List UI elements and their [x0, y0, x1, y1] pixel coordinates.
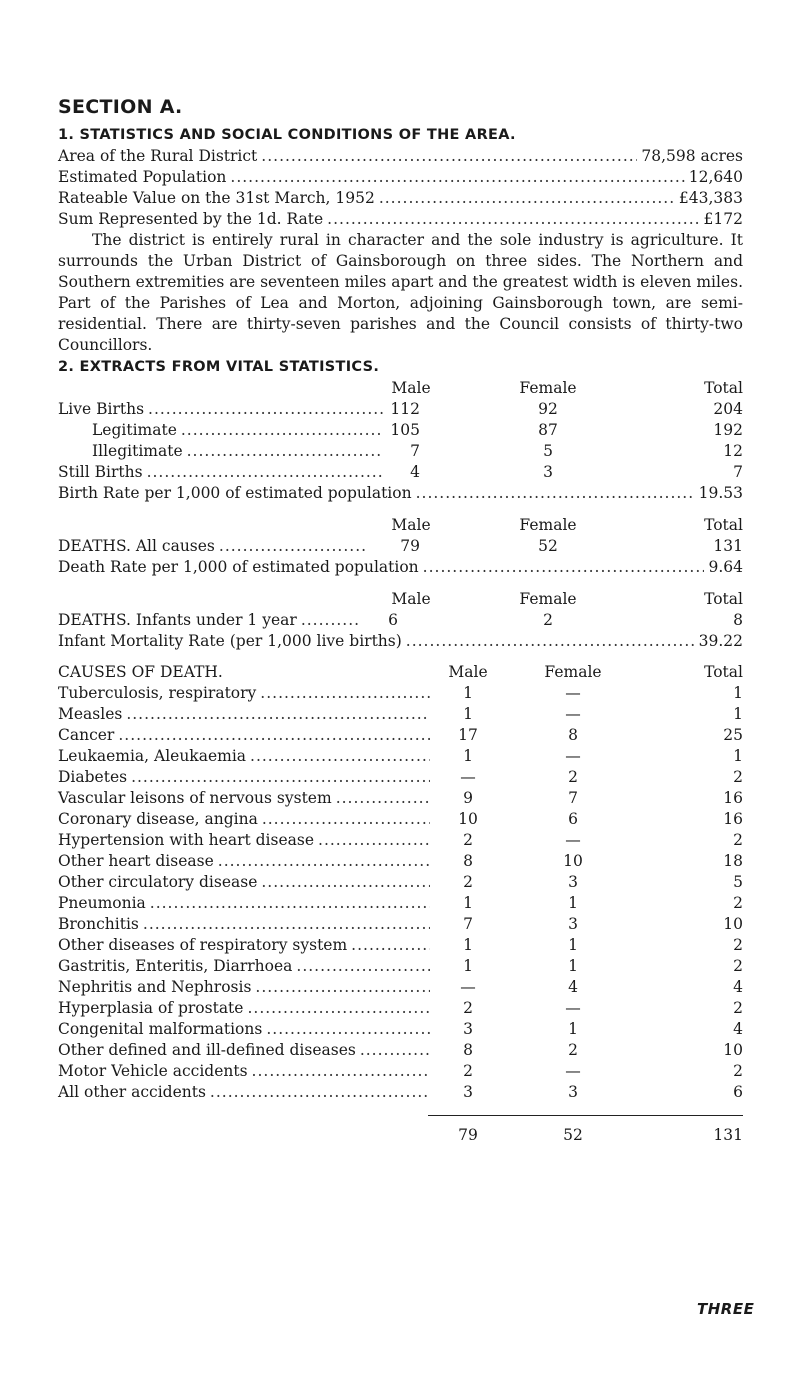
births-female: 92 [538, 400, 558, 418]
cause-total: 2 [733, 894, 743, 912]
fact-label: Area of the Rural District [58, 147, 258, 165]
cause-total: 16 [723, 810, 743, 828]
infant-rate-row [58, 631, 743, 652]
cause-total: 18 [723, 852, 743, 870]
cause-female: 7 [568, 789, 578, 807]
cause-female: — [565, 999, 581, 1017]
deaths-female: 52 [538, 537, 558, 555]
infant-deaths-label: DEATHS. Infants under 1 year [58, 611, 297, 629]
cause-male: 1 [463, 957, 473, 975]
cause-label: Diabetes [58, 768, 128, 786]
col-female-header: Female [519, 590, 577, 608]
cause-label: Cancer [58, 726, 115, 744]
fact-label: Estimated Population [58, 168, 227, 186]
fact-row [58, 188, 743, 209]
causes-col-male: Male [448, 663, 488, 681]
col-female-header: Female [519, 379, 577, 397]
infant-deaths-row [58, 610, 743, 631]
cause-label: Nephritis and Nephrosis [58, 978, 252, 996]
cause-male: 2 [463, 831, 473, 849]
births-row [58, 420, 743, 441]
infant-deaths-total: 8 [733, 611, 743, 629]
fact-row [58, 167, 743, 188]
cause-female: 6 [568, 810, 578, 828]
infant-rate-label: Infant Mortality Rate (per 1,000 live births) [58, 632, 402, 650]
cause-total: 1 [733, 684, 743, 702]
death-rate-value: 9.64 [708, 558, 743, 576]
cause-male: 10 [458, 810, 478, 828]
fact-value: 12,640 [688, 168, 743, 186]
col-total-header: Total [704, 379, 743, 397]
births-female: 3 [543, 463, 553, 481]
cause-total: 2 [733, 936, 743, 954]
cause-male: 2 [463, 873, 473, 891]
cause-row [58, 998, 743, 1019]
col-total-header: Total [704, 516, 743, 534]
cause-female: — [565, 684, 581, 702]
births-label: Still Births [58, 463, 143, 481]
cause-row [58, 767, 743, 788]
cause-row [58, 1082, 743, 1103]
causes-table [58, 683, 743, 1103]
totals-total: 131 [713, 1126, 743, 1144]
cause-total: 10 [723, 915, 743, 933]
births-total: 204 [713, 400, 743, 418]
cause-female: 4 [568, 978, 578, 996]
causes-heading: CAUSES OF DEATH. [58, 663, 223, 681]
cause-male: 9 [463, 789, 473, 807]
col-male-header: Male [391, 516, 431, 534]
cause-total: 4 [733, 978, 743, 996]
cause-label: Tuberculosis, respiratory [58, 684, 257, 702]
cause-label: All other accidents [58, 1083, 206, 1101]
cause-label: Coronary disease, angina [58, 810, 258, 828]
col-female-header: Female [519, 516, 577, 534]
totals-female: 52 [563, 1126, 583, 1144]
cause-label: Other defined and ill-defined diseases [58, 1041, 356, 1059]
cause-female: 1 [568, 894, 578, 912]
cause-row [58, 725, 743, 746]
births-table [58, 399, 743, 483]
cause-male: 1 [463, 936, 473, 954]
cause-total: 16 [723, 789, 743, 807]
births-header-row [58, 378, 743, 399]
cause-total: 4 [733, 1020, 743, 1038]
cause-male: 2 [463, 999, 473, 1017]
births-male: 112 [390, 400, 420, 418]
cause-total: 2 [733, 957, 743, 975]
infant-rate-value: 39.22 [698, 632, 743, 650]
cause-male: — [460, 768, 476, 786]
cause-total: 6 [733, 1083, 743, 1101]
cause-female: 2 [568, 768, 578, 786]
infant-header-row [58, 589, 743, 610]
cause-row [58, 893, 743, 914]
cause-label: Pneumonia [58, 894, 146, 912]
cause-row [58, 683, 743, 704]
cause-label: Measles [58, 705, 123, 723]
cause-row [58, 914, 743, 935]
cause-male: 8 [463, 1041, 473, 1059]
cause-total: 2 [733, 831, 743, 849]
cause-row [58, 830, 743, 851]
cause-row [58, 704, 743, 725]
cause-male: 2 [463, 1062, 473, 1080]
cause-total: 1 [733, 747, 743, 765]
deaths-all-causes-row [58, 536, 743, 557]
causes-header-row [58, 662, 743, 683]
cause-female: — [565, 831, 581, 849]
cause-total: 2 [733, 999, 743, 1017]
cause-label: Hypertension with heart disease [58, 831, 315, 849]
totals-rule [428, 1115, 743, 1116]
cause-total: 2 [733, 768, 743, 786]
cause-total: 25 [723, 726, 743, 744]
causes-totals-row [58, 1115, 743, 1144]
cause-female: 1 [568, 1020, 578, 1038]
statistics-heading: 1. STATISTICS AND SOCIAL CONDITIONS OF THE AREA. [58, 127, 516, 143]
cause-male: 3 [463, 1083, 473, 1101]
cause-label: Other circulatory disease [58, 873, 258, 891]
fact-label: Rateable Value on the 31st March, 1952 [58, 189, 375, 207]
cause-female: — [565, 1062, 581, 1080]
cause-female: 10 [563, 852, 583, 870]
cause-female: 8 [568, 726, 578, 744]
births-total: 192 [713, 421, 743, 439]
births-female: 5 [543, 442, 553, 460]
cause-male: 3 [463, 1020, 473, 1038]
cause-label: Gastritis, Enteritis, Diarrhoea [58, 957, 293, 975]
district-description [58, 230, 743, 356]
fact-value: £43,383 [678, 189, 743, 207]
births-male: 4 [410, 463, 420, 481]
cause-row [58, 746, 743, 767]
cause-label: Vascular leisons of nervous system [58, 789, 332, 807]
infant-deaths-female: 2 [543, 611, 553, 629]
births-label: Illegitimate [92, 442, 183, 460]
births-male: 7 [410, 442, 420, 460]
cause-row [58, 956, 743, 977]
cause-male: 1 [463, 705, 473, 723]
birth-rate-value: 19.53 [698, 484, 743, 502]
cause-female: 3 [568, 873, 578, 891]
cause-total: 5 [733, 873, 743, 891]
cause-row [58, 809, 743, 830]
cause-label: Bronchitis [58, 915, 139, 933]
cause-row [58, 1061, 743, 1082]
document-page [58, 96, 743, 1144]
cause-male: 17 [458, 726, 478, 744]
page-number: THREE [697, 1300, 755, 1318]
death-rate-row [58, 557, 743, 578]
birth-rate-label: Birth Rate per 1,000 of estimated population [58, 484, 412, 502]
fact-row [58, 209, 743, 230]
cause-female: 2 [568, 1041, 578, 1059]
vital-statistics-heading: 2. EXTRACTS FROM VITAL STATISTICS. [58, 359, 380, 375]
col-male-header: Male [391, 590, 431, 608]
area-facts [58, 146, 743, 230]
cause-row [58, 977, 743, 998]
births-male: 105 [390, 421, 420, 439]
cause-total: 2 [733, 1062, 743, 1080]
cause-male: 1 [463, 747, 473, 765]
cause-row [58, 788, 743, 809]
deaths-header-row [58, 515, 743, 536]
births-total: 12 [723, 442, 743, 460]
causes-col-total: Total [704, 663, 743, 681]
cause-label: Congenital malformations [58, 1020, 263, 1038]
cause-row [58, 851, 743, 872]
totals-male: 79 [458, 1126, 478, 1144]
cause-male: — [460, 978, 476, 996]
fact-value: £172 [703, 210, 743, 228]
cause-label: Motor Vehicle accidents [58, 1062, 248, 1080]
cause-male: 8 [463, 852, 473, 870]
cause-female: 1 [568, 936, 578, 954]
births-label: Legitimate [92, 421, 177, 439]
cause-female: 1 [568, 957, 578, 975]
cause-row [58, 935, 743, 956]
cause-female: — [565, 747, 581, 765]
fact-row [58, 146, 743, 167]
infant-deaths-male: 6 [388, 611, 398, 629]
births-label: Live Births [58, 400, 145, 418]
fact-label: Sum Represented by the 1d. Rate [58, 210, 324, 228]
cause-label: Hyperplasia of prostate [58, 999, 244, 1017]
deaths-total: 131 [713, 537, 743, 555]
cause-row [58, 872, 743, 893]
birth-rate-row [58, 483, 743, 504]
deaths-male: 79 [400, 537, 420, 555]
cause-label: Leukaemia, Aleukaemia [58, 747, 247, 765]
cause-label: Other heart disease [58, 852, 214, 870]
cause-total: 1 [733, 705, 743, 723]
births-row [58, 441, 743, 462]
cause-female: 3 [568, 915, 578, 933]
cause-male: 1 [463, 894, 473, 912]
death-rate-label: Death Rate per 1,000 of estimated population [58, 558, 419, 576]
cause-female: 3 [568, 1083, 578, 1101]
births-female: 87 [538, 421, 558, 439]
col-male-header: Male [391, 379, 431, 397]
births-row [58, 399, 743, 420]
causes-col-female: Female [544, 663, 602, 681]
cause-row [58, 1040, 743, 1061]
cause-total: 10 [723, 1041, 743, 1059]
section-title: SECTION A. [58, 96, 183, 118]
cause-male: 1 [463, 684, 473, 702]
cause-label: Other diseases of respiratory system [58, 936, 348, 954]
births-total: 7 [733, 463, 743, 481]
col-total-header: Total [704, 590, 743, 608]
description-text: The district is entirely rural in character and the sole industry is agriculture. It surrounds the Urban District of Gainsborough on three sides. The Northern and Southern extremities are seventeen miles apart and the greatest width is eleven miles. Part of the Parishes of Lea and Morton, adjoining Gainsborough town, are semi-residential. There are thirty-seven parishes and the Council consists of thirty-two Councillors. [58, 231, 743, 354]
cause-row [58, 1019, 743, 1040]
cause-male: 7 [463, 915, 473, 933]
cause-female: — [565, 705, 581, 723]
deaths-label: DEATHS. All causes [58, 537, 215, 555]
births-row [58, 462, 743, 483]
fact-value: 78,598 acres [641, 147, 743, 165]
